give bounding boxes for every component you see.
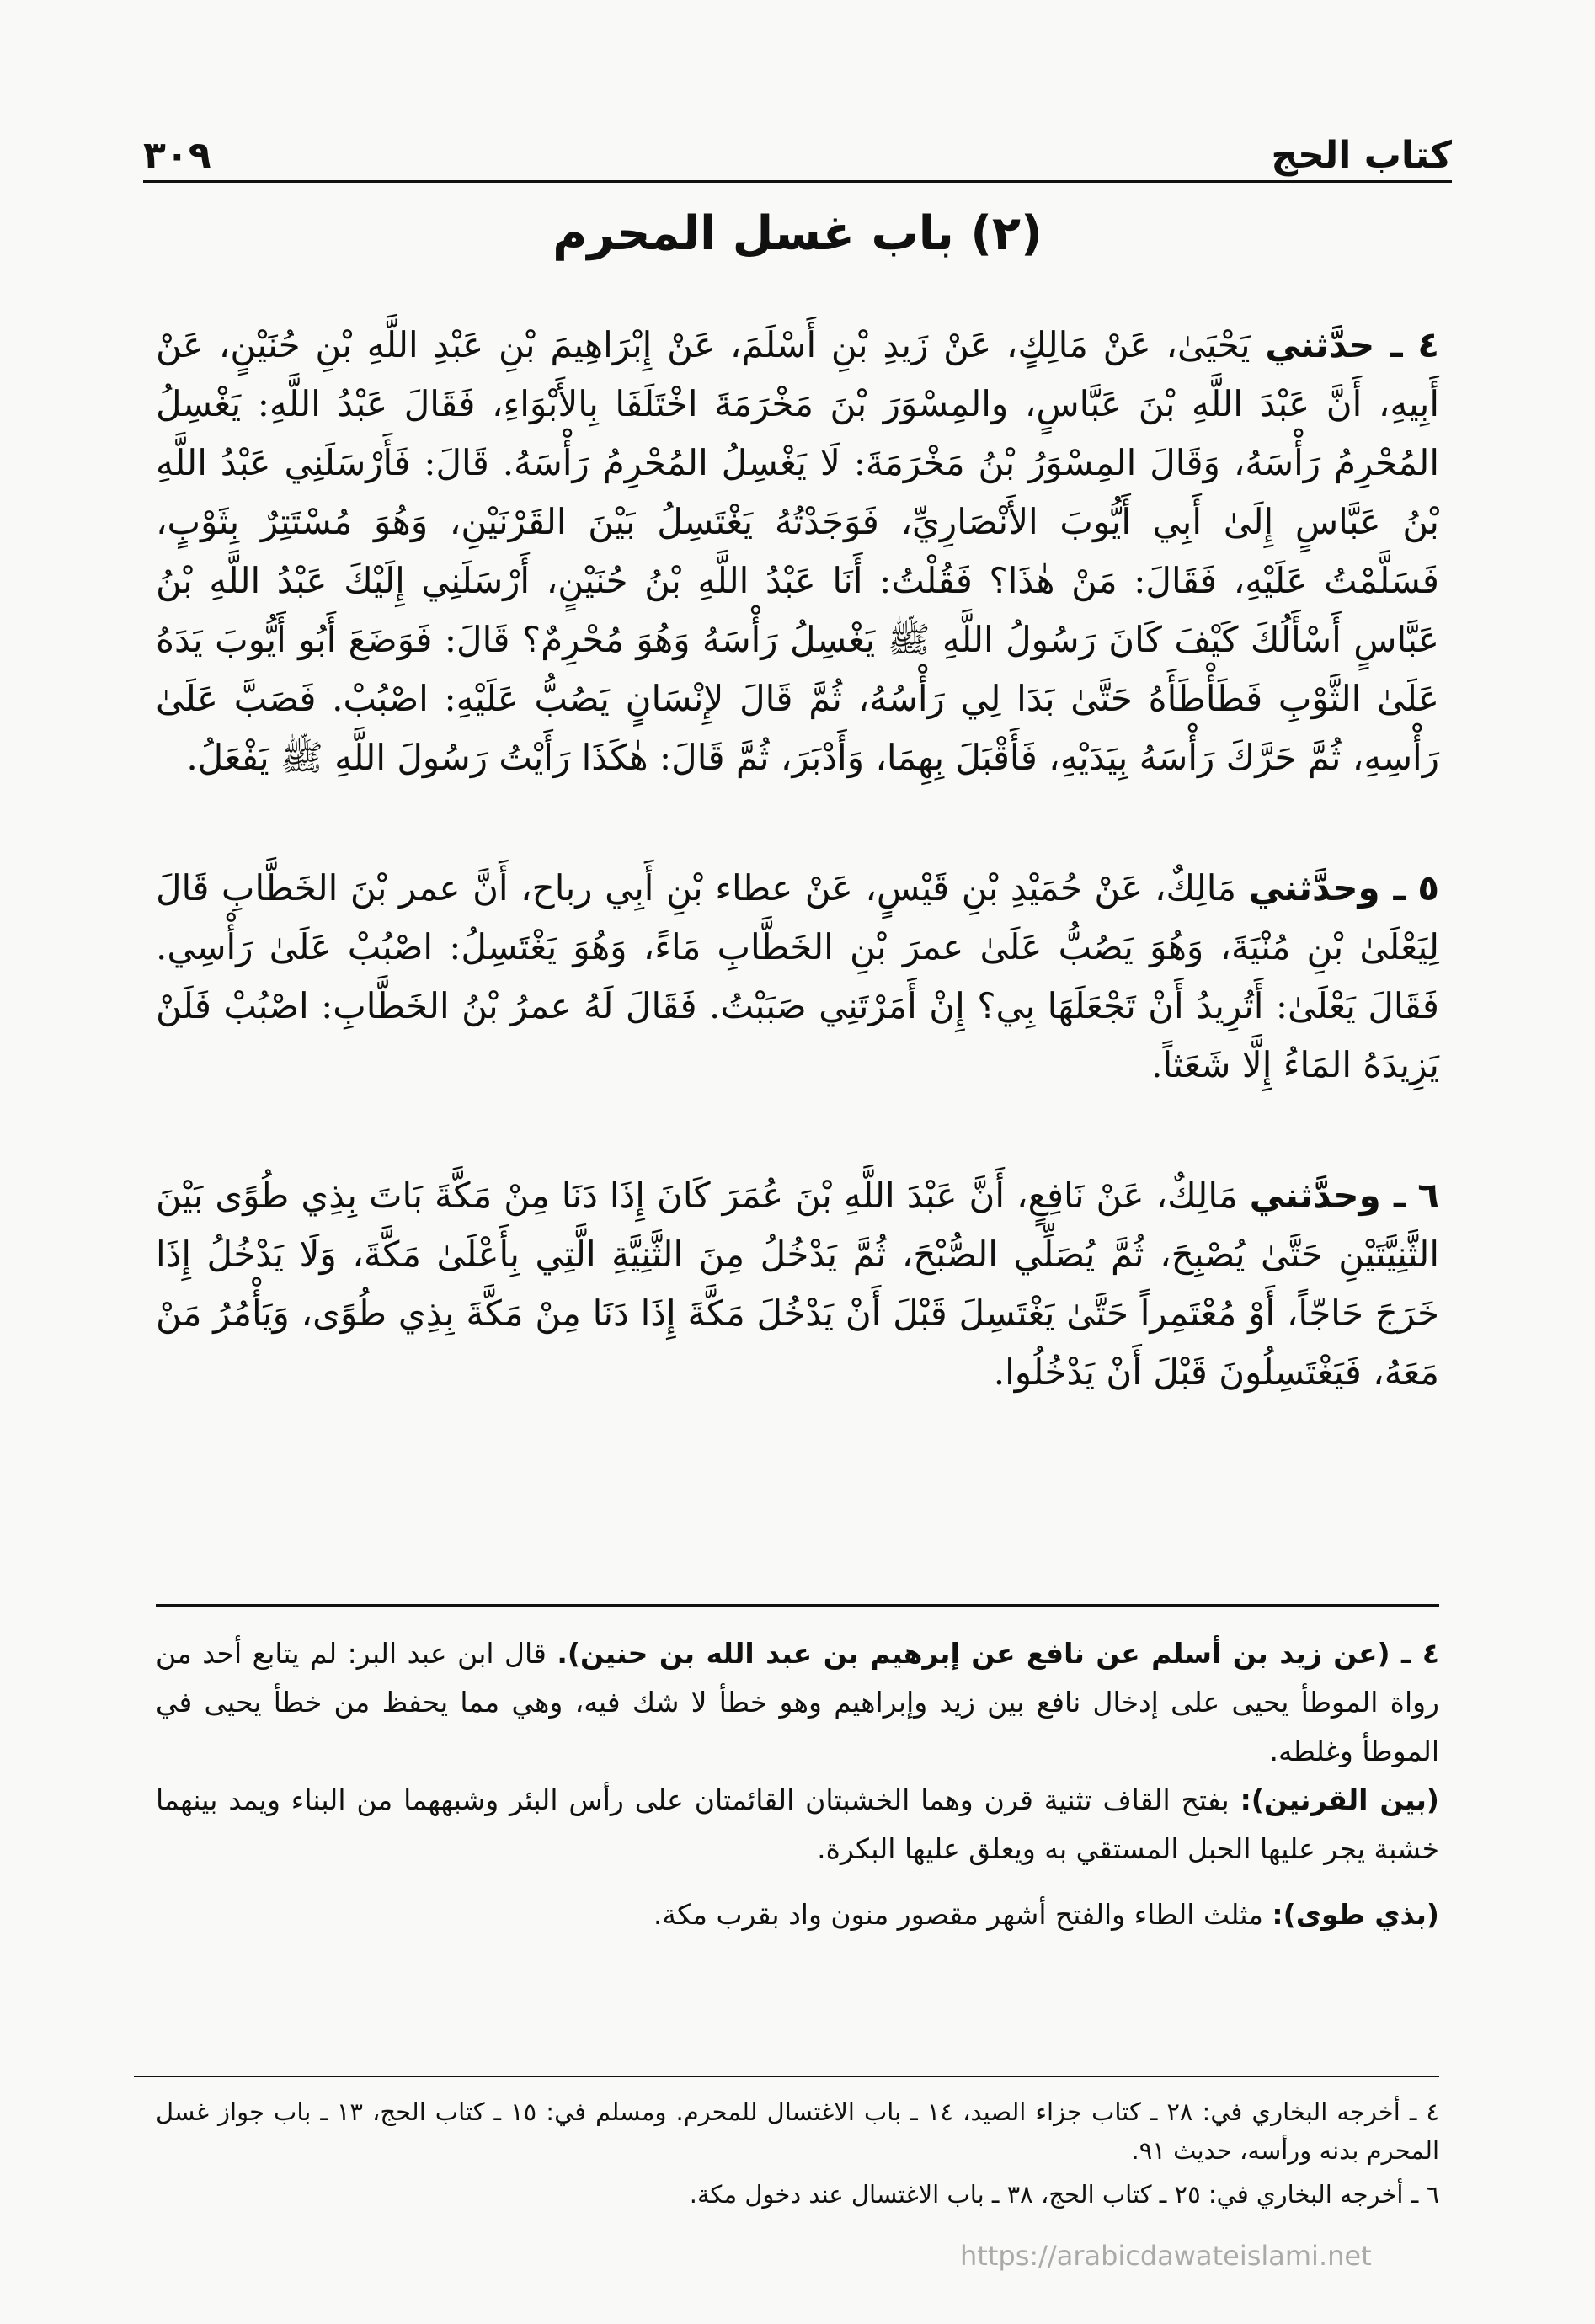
hadith-dash: ـ (1379, 867, 1406, 909)
book-title: كتاب الحج (1271, 134, 1452, 177)
hadith-section (156, 316, 1439, 1474)
commentary-section (156, 1629, 1439, 1954)
commentary-text: مثلث الطاء والفتح أشهر مقصور منون واد بقرب مكة. (653, 1898, 1263, 1931)
hadith-text: مَالِكٌ، عَنْ حُمَيْدِ بْنِ قَيْسٍ، عَنْ عطاء بْنِ أَبِي رباح، أَنَّ عمر بْنَ الخَطَّابِ قَالَ لِيَعْلَىٰ بْنِ مُنْيَةَ، وَهُوَ يَصُبُّ عَلَىٰ عمرَ بْنِ الخَطَّابِ مَاءً، وَهُوَ يَغْتَسِلُ: اصْبُبْ عَلَىٰ رَأْسِي. فَقَالَ يَعْلَىٰ: أَتُرِيدُ أَنْ تَجْعَلَهَا بِي؟ إِنْ أَمَرْتَنِي صَبَبْتُ. فَقَالَ لَهُ عمرُ بْنُ الخَطَّابِ: اصْبُبْ فَلَنْ يَزِيدَهُ المَاءُ إِلَّا شَعَثاً. (156, 867, 1439, 1085)
references-rule (134, 2076, 1439, 2077)
hadith-dash: ـ (1380, 1175, 1406, 1216)
commentary-rule (156, 1604, 1439, 1607)
commentary-head: (بين القرنين): (1240, 1783, 1439, 1816)
hadith-number: ٥ (1417, 867, 1439, 909)
reference-item: ٤ ـ أخرجه البخاري في: ٢٨ ـ كتاب جزاء الصيد، ١٤ ـ باب الاغتسال للمحرم. ومسلم في: ١٥ ـ كتاب الحج، ١٣ ـ باب جواز غسل المحرم بدنه ورأسه، حديث ٩١. (156, 2097, 1439, 2165)
running-header (143, 118, 1452, 177)
commentary-head: (بذي طوى): (1272, 1898, 1439, 1931)
hadith-number: ٦ (1417, 1175, 1439, 1216)
reference-item: ٦ ـ أخرجه البخاري في: ٢٥ ـ كتاب الحج، ٣٨ ـ باب الاغتسال عند دخول مكة. (689, 2180, 1439, 2209)
watermark-url: https://arabicdawateislami.net (960, 2240, 1372, 2272)
hadith-lead: حدَّثني (1265, 324, 1375, 365)
commentary-note (156, 1629, 1439, 1776)
hadith-number: ٤ (1417, 324, 1440, 365)
commentary-head: ٤ ـ (عن زيد بن أسلم عن نافع عن إبرهيم بن عبد الله بن حنين). (557, 1637, 1439, 1670)
hadith-lead: وحدَّثني (1249, 1175, 1381, 1216)
page-number: ٣٠٩ (143, 134, 211, 177)
commentary-text: قال ابن عبد البر: لم يتابع أحد من رواة الموطأ يحيى على إدخال نافع بين زيد وإبراهيم وهو خطأ لا شك فيه، وهي مما يحفظ من خطأ يحيى في الموطأ وغلطه. (156, 1637, 1439, 1767)
commentary-note (156, 1776, 1439, 1874)
hadith-5 (156, 859, 1439, 1095)
commentary-text: بفتح القاف تثنية قرن وهما الخشبتان القائمتان على رأس البئر وشبههما من البناء ويمد بينهما خشبة يجر عليها الحبل المستقي به ويعلق عليها البكرة. (156, 1783, 1439, 1865)
chapter-title: (٢) باب غسل المحرم (552, 206, 1043, 261)
commentary-note (156, 1890, 1439, 1939)
references-section (156, 2092, 1439, 2219)
hadith-text: مَالِكٌ، عَنْ نَافِعٍ، أَنَّ عَبْدَ اللَّهِ بْنَ عُمَرَ كَانَ إِذَا دَنَا مِنْ مَكَّةَ بَاتَ بِذِي طُوًى بَيْنَ الثَّنِيَّتَيْنِ حَتَّىٰ يُصْبِحَ، ثُمَّ يُصَلِّي الصُّبْحَ، ثُمَّ يَدْخُلُ مِنَ الثَّنِيَّةِ الَّتِي بِأَعْلَىٰ مَكَّةَ، وَلَا يَدْخُلُ إِذَا خَرَجَ حَاجّاً، أَوْ مُعْتَمِراً حَتَّىٰ يَغْتَسِلَ قَبْلَ أَنْ يَدْخُلَ مَكَّةَ إِذَا دَنَا مِنْ مَكَّةَ بِذِي طُوًى، وَيَأْمُرُ مَنْ مَعَهُ، فَيَغْتَسِلُونَ قَبْلَ أَنْ يَدْخُلُوا. (156, 1175, 1439, 1393)
hadith-dash: ـ (1374, 324, 1403, 365)
header-rule (143, 180, 1452, 183)
hadith-text: يَحْيَىٰ، عَنْ مَالِكٍ، عَنْ زَيدِ بْنِ أَسْلَمَ، عَنْ إِبْرَاهِيمَ بْنِ عَبْدِ اللَّهِ بْنِ حُنَيْنٍ، عَنْ أَبِيهِ، أَنَّ عَبْدَ اللَّهِ بْنَ عَبَّاسٍ، والمِسْوَرَ بْنَ مَخْرَمَةَ اخْتَلَفَا بِالأَبْوَاءِ، فَقَالَ عَبْدُ اللَّهِ: يَغْسِلُ المُحْرِمُ رَأْسَهُ، وَقَالَ المِسْوَرُ بْنُ مَخْرَمَةَ: لَا يَغْسِلُ المُحْرِمُ رَأْسَهُ. قَالَ: فَأَرْسَلَنِي عَبْدُ اللَّهِ بْنُ عَبَّاسٍ إِلَىٰ أَبِي أَيُّوبَ الأَنْصَارِيِّ، فَوَجَدْتُهُ يَغْتَسِلُ بَيْنَ القَرْنَيْنِ، وَهُوَ مُسْتَتِرٌ بِثَوْبٍ، فَسَلَّمْتُ عَلَيْهِ، فَقَالَ: مَنْ هٰذَا؟ فَقُلْتُ: أَنَا عَبْدُ اللَّهِ بْنُ حُنَيْنٍ، أَرْسَلَنِي إِلَيْكَ عَبْدُ اللَّهِ بْنُ عَبَّاسٍ أَسْأَلُكَ كَيْفَ كَانَ رَسُولُ اللَّهِ ﷺ يَغْسِلُ رَأْسَهُ وَهُوَ مُحْرِمٌ؟ قَالَ: فَوَضَعَ أَبُو أَيُّوبَ يَدَهُ عَلَىٰ الثَّوْبِ فَطَأْطَأَهُ حَتَّىٰ بَدَا لِي رَأْسُهُ، ثُمَّ قَالَ لإِنْسَانٍ يَصُبُّ عَلَيْهِ: اصْبُبْ. فَصَبَّ عَلَىٰ رَأْسِهِ، ثُمَّ حَرَّكَ رَأْسَهُ بِيَدَيْهِ، فَأَقْبَلَ بِهِمَا، وَأَدْبَرَ، ثُمَّ قَالَ: هٰكَذَا رَأَيْتُ رَسُولَ اللَّهِ ﷺ يَفْعَلُ. (156, 324, 1439, 778)
hadith-lead: وحدَّثني (1248, 867, 1380, 909)
hadith-4 (156, 316, 1439, 787)
hadith-6 (156, 1166, 1439, 1402)
